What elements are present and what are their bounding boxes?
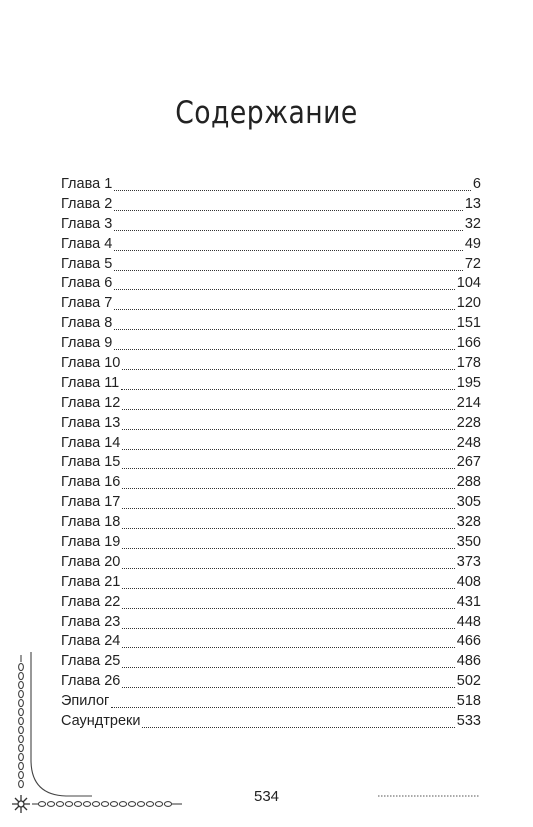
toc-entry-page: 267 bbox=[456, 454, 481, 471]
toc-entry-label: Глава 25 bbox=[61, 653, 121, 670]
toc-entry-label: Глава 22 bbox=[61, 593, 121, 610]
toc-entry-page: 6 bbox=[472, 176, 481, 192]
toc-entry-label: Глава 10 bbox=[61, 355, 121, 372]
toc-entry-page: 166 bbox=[456, 335, 481, 352]
toc-entry-page: 120 bbox=[456, 295, 481, 312]
toc-entry-page: 350 bbox=[456, 534, 481, 551]
toc-entry-page: 533 bbox=[456, 713, 481, 730]
toc-entry-label: Глава 1 bbox=[61, 176, 113, 192]
toc-entry-label: Глава 13 bbox=[61, 414, 121, 431]
toc-entry-page: 228 bbox=[456, 414, 481, 431]
toc-entry-page: 305 bbox=[456, 494, 481, 511]
toc-entry-label: Глава 12 bbox=[61, 394, 121, 411]
toc-entry-page: 13 bbox=[464, 195, 481, 212]
toc-entry-label: Саундтреки bbox=[61, 713, 141, 730]
corner-curve bbox=[31, 652, 92, 796]
toc-entry-label: Глава 20 bbox=[61, 553, 121, 570]
toc-entry-label: Глава 26 bbox=[61, 673, 121, 690]
toc-entry-page: 288 bbox=[456, 474, 481, 491]
toc-entry-page: 373 bbox=[456, 553, 481, 570]
toc-entry-page: 32 bbox=[464, 215, 481, 232]
toc-entry-label: Глава 15 bbox=[61, 454, 121, 471]
toc-entry-label: Эпилог bbox=[61, 693, 110, 710]
toc-entry-label: Глава 8 bbox=[61, 315, 113, 332]
toc-entry-page: 214 bbox=[456, 394, 481, 411]
toc-entry-page: 502 bbox=[456, 673, 481, 690]
toc-entry-page: 328 bbox=[456, 514, 481, 531]
toc-entry-label: Глава 4 bbox=[61, 235, 113, 252]
toc-entry-page: 466 bbox=[456, 633, 481, 650]
toc-entry-label: Глава 2 bbox=[61, 195, 113, 212]
page-number: 534 bbox=[253, 788, 280, 805]
toc-entry-page: 104 bbox=[456, 275, 481, 292]
toc-entry-label: Глава 17 bbox=[61, 494, 121, 511]
toc-entry-label: Глава 5 bbox=[61, 255, 113, 272]
toc-entry-label: Глава 24 bbox=[61, 633, 121, 650]
toc-entry-page: 448 bbox=[456, 613, 481, 630]
toc-entry-label: Глава 3 bbox=[61, 215, 113, 232]
toc-entry-page: 518 bbox=[456, 693, 481, 710]
toc-entry-page: 178 bbox=[456, 355, 481, 372]
toc-entry-page: 72 bbox=[464, 255, 481, 272]
toc-entry-page: 49 bbox=[464, 235, 481, 252]
toc-entry-label: Глава 21 bbox=[61, 573, 121, 590]
toc-entry-page: 151 bbox=[456, 315, 481, 332]
page-title: Содержание bbox=[175, 95, 358, 131]
toc-entry-label: Глава 11 bbox=[61, 374, 120, 391]
toc-entry-page: 248 bbox=[456, 434, 481, 451]
toc-entry-page: 195 bbox=[456, 374, 481, 391]
toc-entry-label: Глава 9 bbox=[61, 335, 113, 352]
toc-entry-label: Глава 7 bbox=[61, 295, 113, 312]
toc-entry-label: Глава 16 bbox=[61, 474, 121, 491]
toc-entry-page: 486 bbox=[456, 653, 481, 670]
toc-entry-page: 408 bbox=[456, 573, 481, 590]
toc-entry-label: Глава 19 bbox=[61, 534, 121, 551]
toc-entry-label: Глава 6 bbox=[61, 275, 113, 292]
toc-entry-page: 431 bbox=[456, 593, 481, 610]
vertical-chain bbox=[19, 655, 24, 788]
toc-entry-label: Глава 14 bbox=[61, 434, 121, 451]
toc-entry-label: Глава 23 bbox=[61, 613, 121, 630]
toc-entry-label: Глава 18 bbox=[61, 514, 121, 531]
